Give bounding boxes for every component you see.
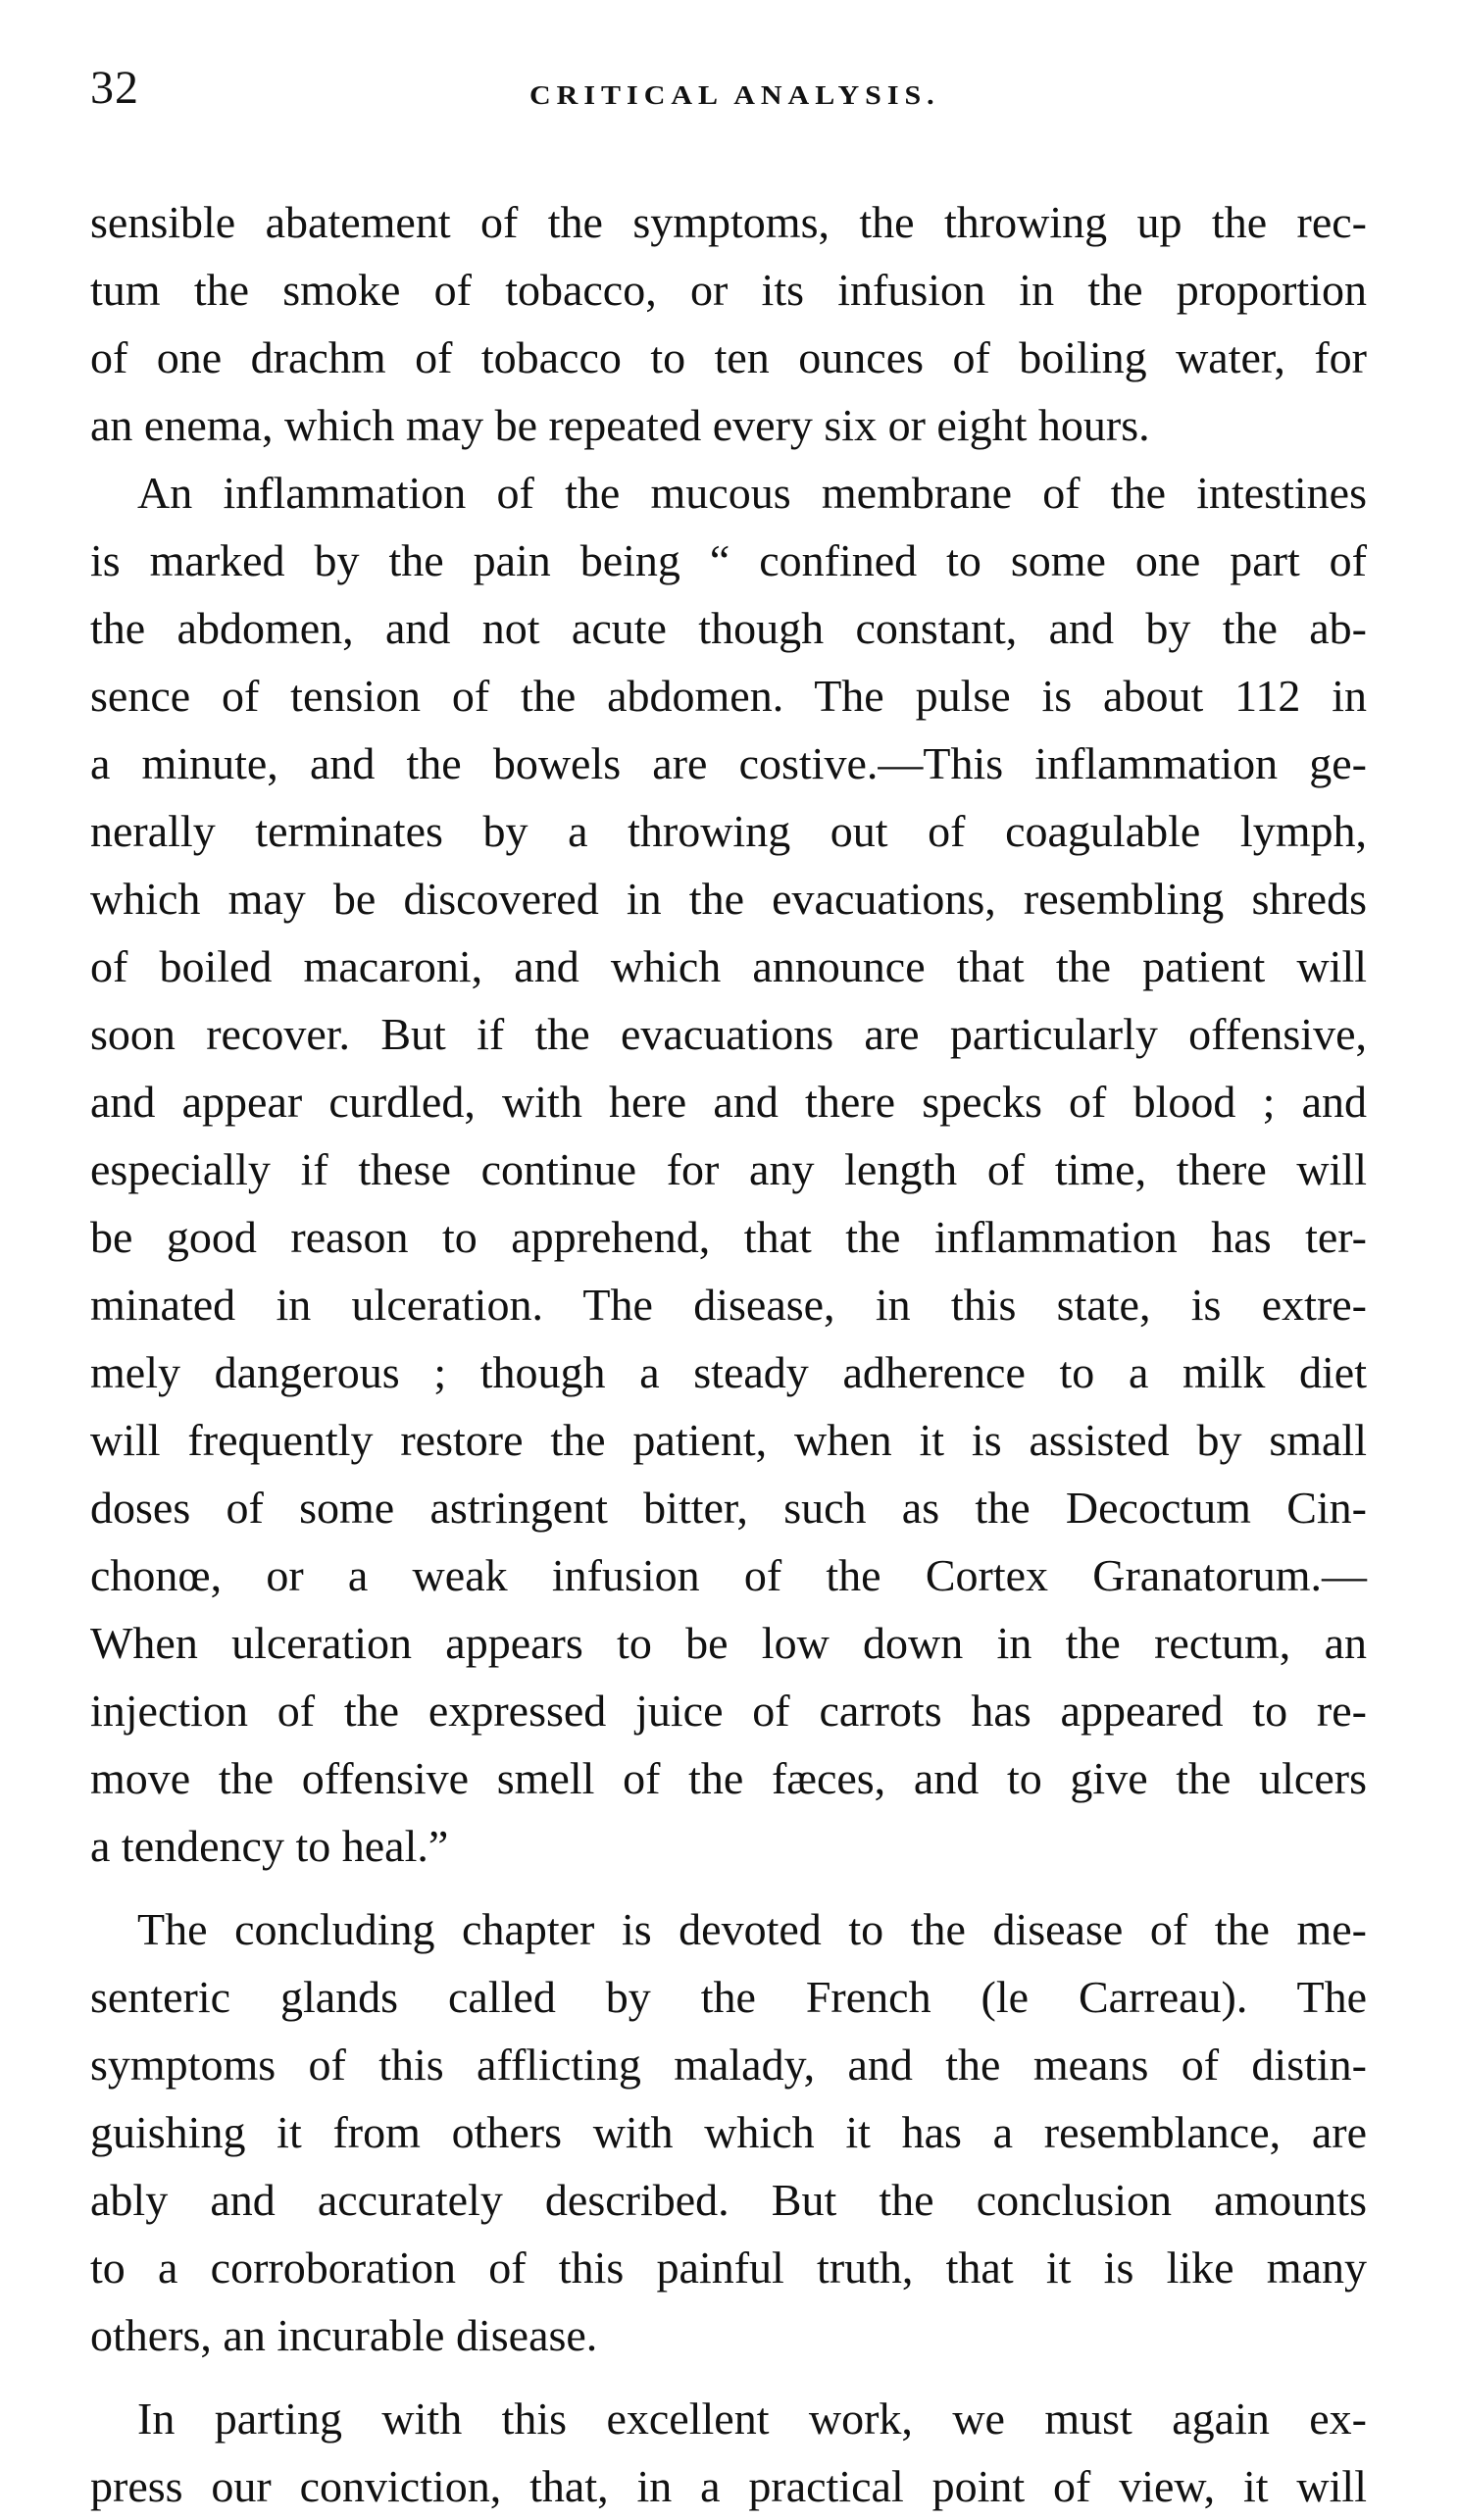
text-line: of boiled macaroni, and which announce that the patient will (90, 941, 1367, 991)
paragraph-2 (90, 459, 1367, 1880)
text-line: tum the smoke of tobacco, or its infusion in the proportion (90, 265, 1367, 315)
paragraph-1 (90, 188, 1367, 459)
text-line: of one drachm of tobacco to ten ounces of boiling water, for (90, 332, 1367, 382)
text-line: move the offensive smell of the fæces, and to give the ulcers (90, 1753, 1367, 1803)
paragraph-gap (90, 1880, 1367, 1895)
text-line: press our conviction, that, in a practical point of view, it will (90, 2461, 1367, 2511)
text-line: In parting with this excellent work, we must again ex- (137, 2394, 1367, 2444)
text-line: will frequently restore the patient, when it is assisted by small (90, 1415, 1367, 1465)
text-line: nerally terminates by a throwing out of coagulable lymph, (90, 806, 1367, 856)
text-line: which may be discovered in the evacuations, resembling shreds (90, 874, 1367, 924)
text-line: minated in ulceration. The disease, in this state, is extre- (90, 1280, 1367, 1330)
running-title: CRITICAL ANALYSIS. (529, 80, 940, 111)
text-line: the abdomen, and not acute though constant, and by the ab- (90, 603, 1367, 653)
body-text (90, 188, 1367, 2520)
paragraph-4 (90, 2385, 1367, 2520)
text-line: soon recover. But if the evacuations are particularly offensive, (90, 1009, 1367, 1059)
text-line: mely dangerous ; though a steady adherence to a milk diet (90, 1347, 1367, 1397)
text-line: senteric glands called by the French (le Carreau). The (90, 1972, 1367, 2022)
text-line: to a corroboration of this painful truth, that it is like many (90, 2243, 1367, 2293)
text-line: sence of tension of the abdomen. The pulse is about 112 in (90, 671, 1367, 721)
text-line: and appear curdled, with here and there specks of blood ; and (90, 1077, 1367, 1127)
text-line: sensible abatement of the symptoms, the throwing up the rec- (90, 197, 1367, 247)
text-line: chonœ, or a weak infusion of the Cortex Granatorum.— (90, 1550, 1367, 1600)
text-line: symptoms of this afflicting malady, and the means of distin- (90, 2040, 1367, 2090)
text-line: An inflammation of the mucous membrane of the intestines (137, 468, 1367, 518)
text-line: be good reason to apprehend, that the inflammation has ter- (90, 1212, 1367, 1262)
page-number: 32 (90, 62, 139, 114)
text-line: an enema, which may be repeated every six or eight hours. (90, 400, 1150, 450)
text-line: especially if these continue for any length of time, there will (90, 1144, 1367, 1194)
text-line: others, an incurable disease. (90, 2310, 598, 2360)
text-line: When ulceration appears to be low down in the rectum, an (90, 1618, 1367, 1668)
paragraph-3 (90, 1895, 1367, 2369)
text-line: ably and accurately described. But the conclusion amounts (90, 2175, 1367, 2225)
text-line: injection of the expressed juice of carrots has appeared to re- (90, 1686, 1367, 1736)
text-line: is marked by the pain being “ confined to some one part of (90, 535, 1367, 585)
text-line: guishing it from others with which it has a resemblance, are (90, 2107, 1367, 2157)
text-line: a minute, and the bowels are costive.—This inflammation ge- (90, 738, 1367, 788)
text-line: a tendency to heal.” (90, 1821, 449, 1871)
text-line: doses of some astringent bitter, such as the Decoctum Cin- (90, 1483, 1367, 1533)
page-header (90, 61, 1365, 129)
text-line: The concluding chapter is devoted to the disease of the me- (137, 1904, 1367, 1954)
paragraph-gap (90, 2369, 1367, 2385)
